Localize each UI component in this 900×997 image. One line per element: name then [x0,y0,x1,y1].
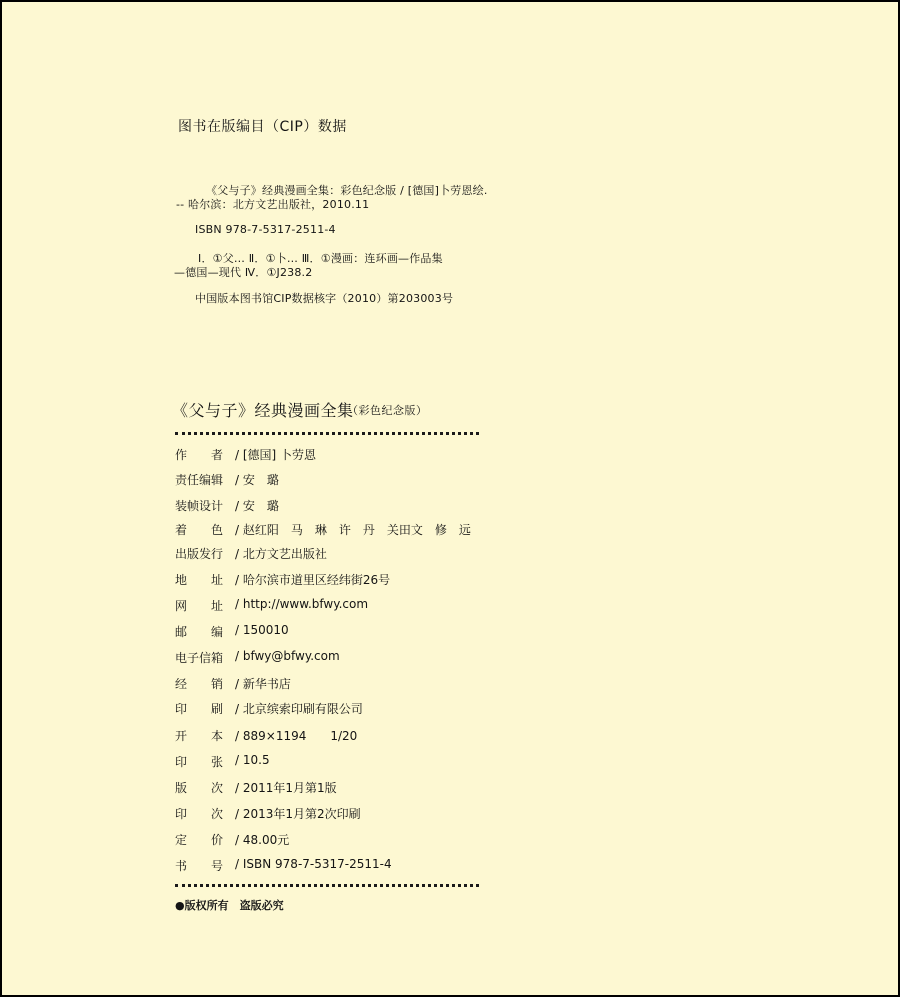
info-value: / bfwy@bfwy.com [235,649,340,663]
info-value: / 哈尔滨市道里区经纬街26号 [235,573,391,587]
cip-record-number: 中国版本图书馆CIP数据核字（2010）第203003号 [195,292,454,305]
info-value: / http://www.bfwy.com [235,597,369,611]
info-value: / 150010 [235,623,289,637]
info-label: 印 张 [175,755,224,769]
cip-publisher-line: -- 哈尔滨：北方文艺出版社，2010.11 [176,198,370,211]
dotted-divider-top [175,432,479,435]
cip-classification-line-2: —德国—现代 Ⅳ．①J238.2 [174,266,313,279]
info-value: / 48.00元 [235,833,290,847]
cip-title-line: 《父与子》经典漫画全集：彩色纪念版 / [德国]卜劳恩绘. [206,184,488,197]
info-label: 书 号 [175,859,224,873]
copyright-page [2,2,898,995]
info-label: 印 刷 [175,702,224,716]
info-label: 着 色 [175,523,224,537]
info-value: / 北方文艺出版社 [235,547,327,561]
info-value: / 北京缤索印刷有限公司 [235,702,363,716]
info-value: / 10.5 [235,753,270,767]
info-value: / 赵红阳 马 琳 许 丹 关田文 修 远 [235,523,471,537]
info-label: 作 者 [175,448,224,462]
info-label: 版 次 [175,781,224,795]
book-subtitle: （彩色纪念版） [347,404,428,417]
copyright-notice: ●版权所有 盗版必究 [175,899,284,912]
info-value: / 安 璐 [235,473,279,487]
info-value: / 安 璐 [235,499,279,513]
dotted-divider-bottom [175,884,479,887]
info-value: / 2011年1月第1版 [235,781,337,795]
info-label: 责任编辑 [175,473,224,487]
cip-classification-line: Ⅰ．①父… Ⅱ．①卜… Ⅲ．①漫画：连环画—作品集 [198,252,443,265]
info-value: / 新华书店 [235,677,291,691]
cip-heading: 图书在版编目（CIP）数据 [178,119,347,135]
info-label: 定 价 [175,833,224,847]
info-label: 电子信箱 [175,651,224,665]
info-label: 经 销 [175,677,224,691]
cip-isbn-line: ISBN 978-7-5317-2511-4 [195,223,336,236]
info-value: / [德国] 卜劳恩 [235,448,317,462]
info-label: 装帧设计 [175,499,224,513]
info-value: / ISBN 978-7-5317-2511-4 [235,857,392,871]
info-value: / 889×1194 1/20 [235,729,358,743]
book-title: 《父与子》经典漫画全集 [172,401,354,420]
info-label: 开 本 [175,729,224,743]
info-label: 地 址 [175,573,224,587]
info-label: 出版发行 [175,547,224,561]
info-label: 邮 编 [175,625,224,639]
info-label: 网 址 [175,599,224,613]
info-value: / 2013年1月第2次印刷 [235,807,361,821]
info-label: 印 次 [175,807,224,821]
